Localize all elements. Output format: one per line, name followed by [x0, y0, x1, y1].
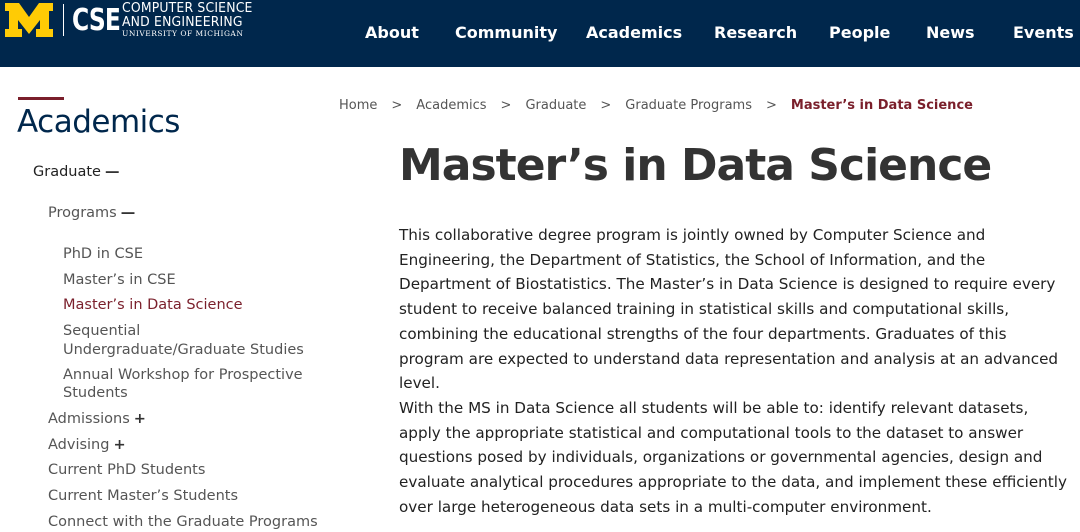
collapse-icon[interactable]: — — [120, 205, 136, 221]
nav-link-community[interactable]: Community — [455, 23, 558, 42]
collapse-icon[interactable]: — — [104, 164, 120, 180]
cse-logo[interactable] — [5, 0, 264, 40]
sidebar-item-label: Programs — [48, 205, 117, 221]
breadcrumb-graduate-programs[interactable]: Graduate Programs — [625, 98, 752, 113]
breadcrumb-academics[interactable]: Academics — [416, 98, 487, 113]
sidebar-item-programs[interactable] — [48, 205, 135, 221]
sidebar-item-sequential[interactable]: Sequential — [63, 323, 141, 339]
page-title: Master’s in Data Science — [399, 140, 992, 191]
sidebar-item-label: Graduate — [33, 164, 101, 180]
sidebar-item-annual-workshop[interactable]: Annual Workshop for Prospective — [63, 367, 303, 383]
breadcrumb-separator: > — [600, 98, 612, 113]
nav-link-research[interactable]: Research — [714, 23, 798, 42]
sidebar-title: Academics — [17, 104, 180, 140]
site-header — [0, 0, 1080, 67]
sidebar-accent-bar — [18, 97, 64, 100]
expand-icon[interactable]: + — [133, 411, 146, 427]
sidebar-item-label: Admissions — [48, 411, 130, 427]
logo-text — [122, 2, 264, 38]
sidebar-item-masters-in-data-science[interactable]: Master’s in Data Science — [63, 297, 243, 313]
sidebar-item-current-phd-students[interactable]: Current PhD Students — [48, 462, 206, 478]
sidebar-item-graduate[interactable] — [33, 164, 119, 180]
expand-icon[interactable]: + — [113, 437, 126, 453]
sidebar-item-admissions[interactable] — [48, 411, 146, 427]
sidebar-item-advising[interactable] — [48, 437, 126, 453]
sidebar-item-annual-workshop-line-2[interactable]: Students — [63, 385, 128, 401]
intro-paragraph: This collaborative degree program is jointly owned by Computer Science and Engineering, the Department of Statistics, the School of Information, and the Department of Biostatistics. The Master’s in Data Science is designed to require every student to receive balanced training in statistical skills and computational skills, combining the educational strengths of the four departments. Graduates of this program are expected to understand data representation and analysis at an advanced level. — [399, 226, 1059, 393]
nav-link-events[interactable]: Events — [1013, 23, 1074, 42]
logo-line-3: UNIVERSITY OF MICHIGAN — [122, 29, 244, 39]
breadcrumb — [339, 98, 973, 113]
nav-link-news[interactable]: News — [926, 23, 975, 42]
logo-divider — [63, 4, 64, 36]
sidebar-item-phd-in-cse[interactable]: PhD in CSE — [63, 246, 144, 262]
sidebar-item-masters-in-cse[interactable]: Master’s in CSE — [63, 272, 176, 288]
cse-wordmark: CSE — [72, 2, 121, 38]
nav-link-academics[interactable]: Academics — [586, 23, 683, 42]
logo-line-1: COMPUTER SCIENCE — [122, 0, 253, 17]
block-m-logo-icon — [5, 3, 53, 37]
outcomes-paragraph: With the MS in Data Science all students will be able to: identify relevant datasets, apply the appropriate statistical and computational tools to the dataset to answer questions posed by individuals, organizations or governmental agencies, design and evaluate analytical procedures appropriate to the data, and implement these efficiently over large heterogeneous data sets in a multi-computer environment. — [399, 399, 1067, 516]
breadcrumb-home[interactable]: Home — [339, 98, 378, 113]
sidebar-item-current-masters-students[interactable]: Current Master’s Students — [48, 488, 238, 504]
nav-link-people[interactable]: People — [829, 23, 891, 42]
breadcrumb-separator: > — [765, 98, 777, 113]
breadcrumb-separator: > — [391, 98, 403, 113]
sidebar-item-label: Advising — [48, 437, 110, 453]
nav-link-about[interactable]: About — [365, 23, 419, 42]
logo-line-2: AND ENGINEERING — [122, 13, 243, 30]
breadcrumb-current: Master’s in Data Science — [790, 98, 973, 113]
breadcrumb-separator: > — [500, 98, 512, 113]
breadcrumb-graduate[interactable]: Graduate — [525, 98, 587, 113]
sidebar-item-connect[interactable]: Connect with the Graduate Programs — [48, 514, 318, 530]
sidebar-item-sequential-line-2[interactable]: Undergraduate/Graduate Studies — [63, 342, 304, 358]
